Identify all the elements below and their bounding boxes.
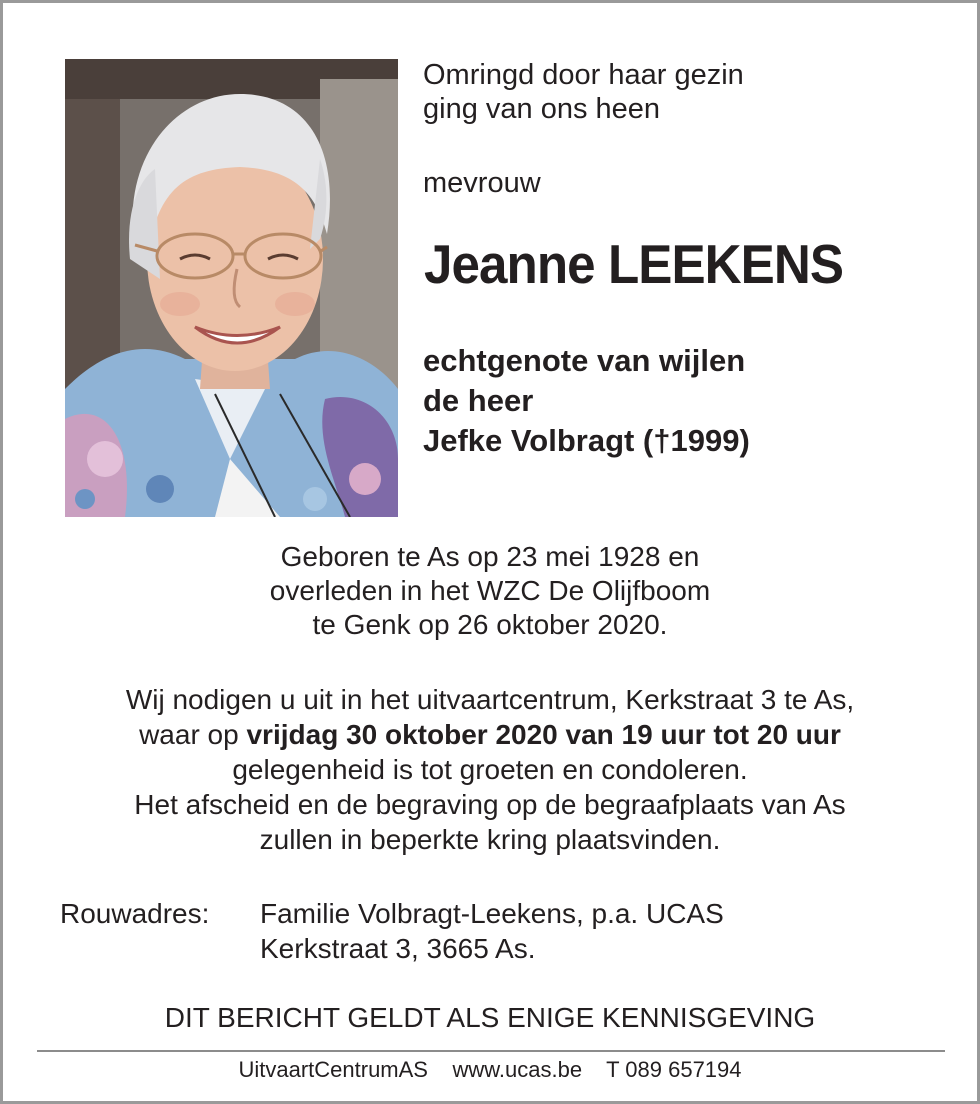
spouse-info — [423, 341, 750, 461]
intro-line: ging van ons heen — [423, 93, 661, 125]
footer-company: UitvaartCentrumAS — [238, 1057, 428, 1082]
invite-prefix: waar op — [139, 719, 247, 750]
deceased-name: Jeanne LEEKENS — [424, 233, 844, 295]
address-line: Familie Volbragt-Leekens, p.a. UCAS — [260, 898, 724, 929]
invitation-text — [3, 682, 977, 857]
spouse-line: Jefke Volbragt (†1999) — [423, 423, 750, 458]
invite-line: Wij nodigen u uit in het uitvaartcentrum, Kerkstraat 3 te As, — [125, 684, 855, 715]
invite-line — [3, 717, 977, 752]
address-label: Rouwadres: — [60, 898, 210, 929]
notice-statement: DIT BERICHT GELDT ALS ENIGE KENNISGEVING — [164, 1002, 816, 1033]
spouse-line: echtgenote van wijlen — [423, 343, 746, 378]
invite-line: Het afscheid en de begraving op de begraafplaats van As — [134, 789, 846, 820]
footer-website[interactable]: www.ucas.be — [452, 1057, 583, 1082]
spouse-line: de heer — [423, 383, 534, 418]
address-value — [260, 896, 724, 966]
invite-line: gelegenheid is tot groeten en condoleren. — [232, 754, 748, 785]
portrait-photo — [65, 59, 398, 517]
intro-line: Omringd door haar gezin — [423, 59, 744, 91]
invite-line: zullen in beperkte kring plaatsvinden. — [259, 824, 721, 855]
footer-phone: T 089 657194 — [606, 1057, 742, 1082]
intro-text — [423, 58, 744, 126]
footer — [3, 1057, 977, 1083]
honorific: mevrouw — [423, 167, 541, 199]
born-line: Geboren te As op 23 mei 1928 en — [280, 541, 700, 572]
address-line: Kerkstraat 3, 3665 As. — [260, 933, 536, 964]
birth-death-info — [3, 540, 977, 642]
visitation-datetime: vrijdag 30 oktober 2020 van 19 uur tot 20 uur — [246, 719, 841, 750]
born-line: te Genk op 26 oktober 2020. — [312, 609, 668, 640]
born-line: overleden in het WZC De Olijfboom — [269, 575, 711, 606]
footer-divider — [37, 1050, 945, 1052]
